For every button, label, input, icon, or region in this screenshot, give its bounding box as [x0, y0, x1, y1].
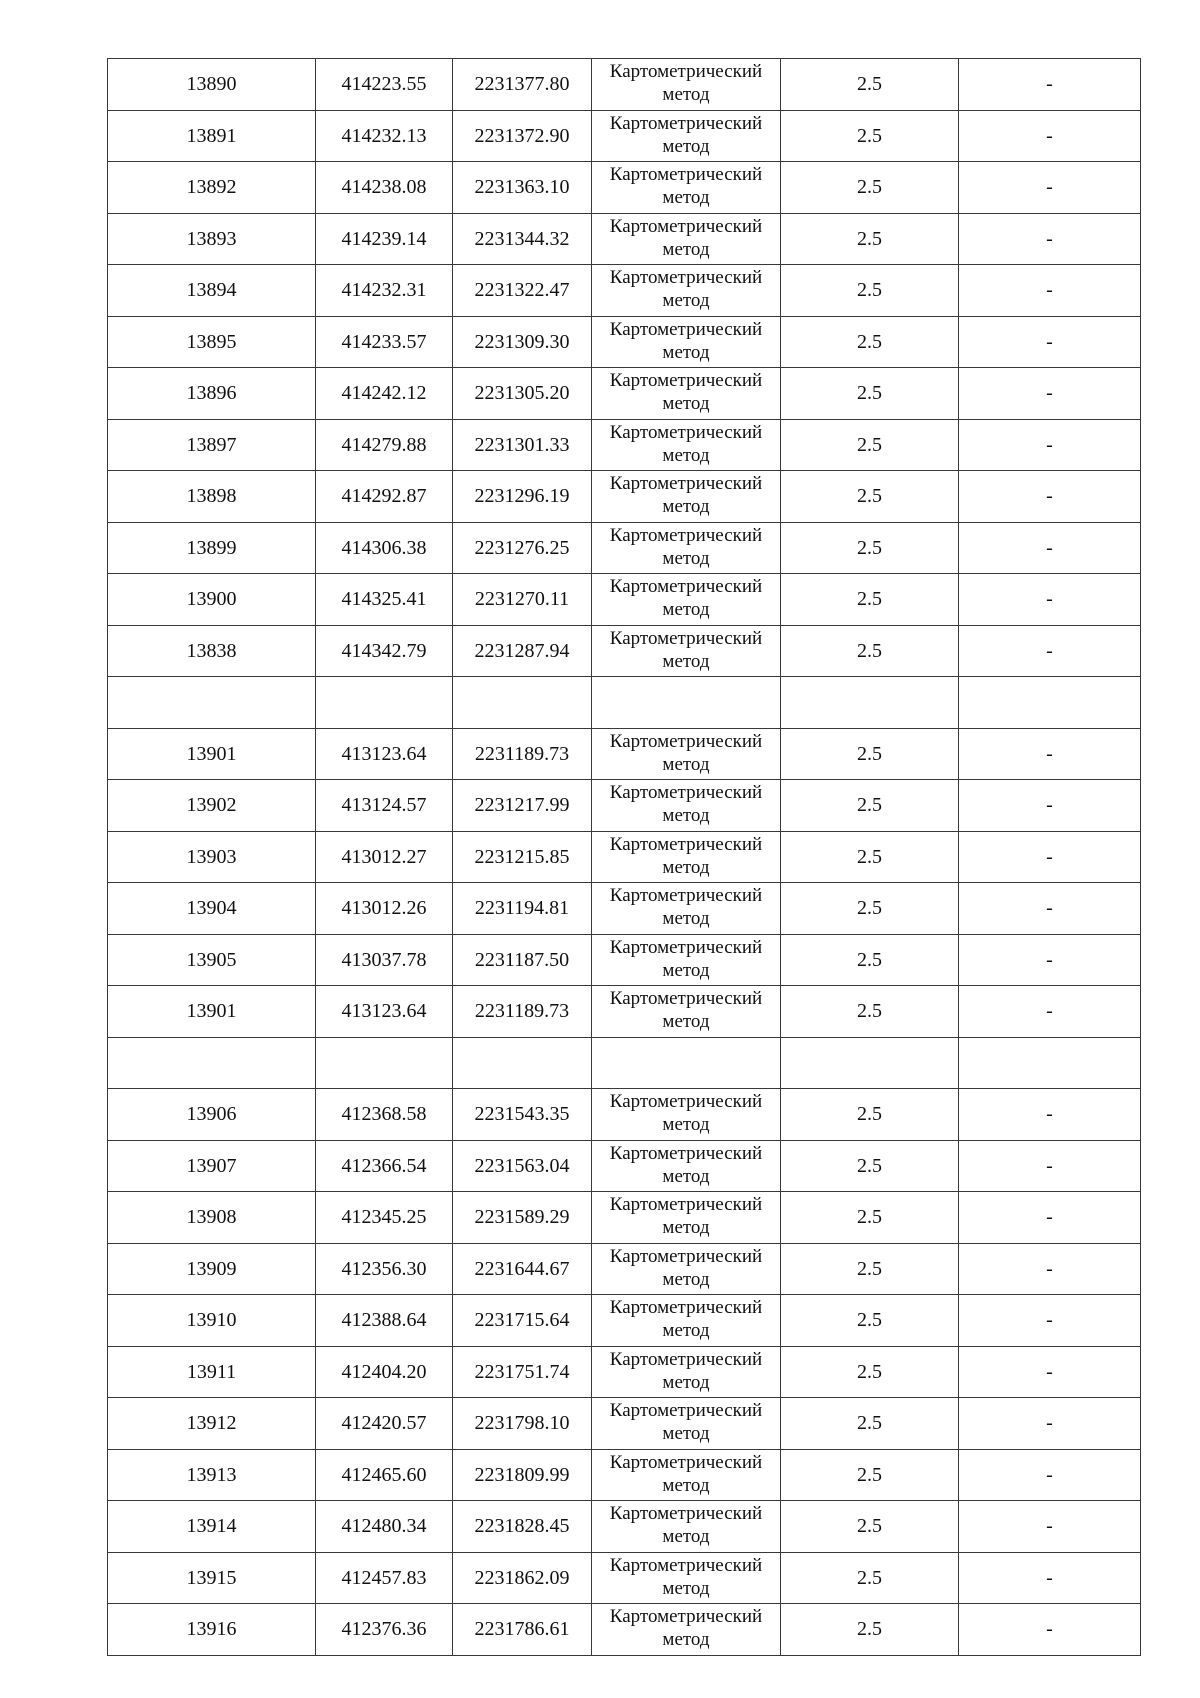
x-coordinate-cell: 414242.12: [316, 368, 453, 420]
x-coordinate-cell: 414232.13: [316, 110, 453, 162]
method-line-1: Картометрический: [609, 730, 763, 752]
separator-row: [108, 677, 1141, 729]
method-cell: [592, 831, 781, 883]
method-line-2: метод: [662, 84, 710, 105]
method-cell: [592, 1037, 781, 1089]
method-line-2: метод: [662, 908, 710, 929]
table-row: [108, 110, 1141, 162]
x-coordinate-cell: 412420.57: [316, 1398, 453, 1450]
y-coordinate-cell: 2231344.32: [453, 213, 592, 265]
method-line-1: Картометрический: [609, 1503, 763, 1524]
method-line-2: метод: [662, 959, 710, 981]
method-cell: [592, 522, 781, 574]
method-line-2: метод: [662, 1629, 710, 1650]
table-row: [108, 574, 1141, 626]
method-line-1: Картометрический: [609, 988, 763, 1009]
note-cell: -: [959, 265, 1141, 317]
method-line-2: метод: [662, 1011, 710, 1032]
table-body: [108, 59, 1141, 1656]
point-number-cell: [108, 1037, 316, 1089]
method-line-2: метод: [662, 393, 710, 414]
accuracy-cell: 2.5: [781, 368, 959, 420]
x-coordinate-cell: 413123.64: [316, 986, 453, 1038]
y-coordinate-cell: 2231363.10: [453, 162, 592, 214]
accuracy-cell: 2.5: [781, 1140, 959, 1192]
note-cell: -: [959, 1501, 1141, 1553]
method-line-2: метод: [662, 290, 710, 311]
method-line-1: Картометрический: [609, 1554, 763, 1576]
method-cell: [592, 1501, 781, 1553]
note-cell: [959, 1037, 1141, 1089]
y-coordinate-cell: 2231809.99: [453, 1449, 592, 1501]
method-line-2: метод: [662, 1526, 710, 1547]
method-line-1: Картометрический: [609, 1142, 763, 1164]
method-line-1: Картометрический: [609, 936, 763, 958]
x-coordinate-cell: [316, 677, 453, 729]
point-number-cell: 13905: [108, 934, 316, 986]
note-cell: -: [959, 419, 1141, 471]
table-row: [108, 1295, 1141, 1347]
accuracy-cell: 2.5: [781, 831, 959, 883]
point-number-cell: 13900: [108, 574, 316, 626]
y-coordinate-cell: 2231563.04: [453, 1140, 592, 1192]
y-coordinate-cell: 2231828.45: [453, 1501, 592, 1553]
note-cell: -: [959, 1398, 1141, 1450]
point-number-cell: 13890: [108, 59, 316, 111]
coordinates-table: [107, 58, 1141, 1656]
method-line-2: метод: [662, 1217, 710, 1238]
y-coordinate-cell: 2231322.47: [453, 265, 592, 317]
method-line-1: Картометрический: [609, 576, 763, 597]
point-number-cell: 13906: [108, 1089, 316, 1141]
accuracy-cell: 2.5: [781, 728, 959, 780]
table-row: [108, 1089, 1141, 1141]
table-row: [108, 213, 1141, 265]
table-row: [108, 316, 1141, 368]
method-cell: [592, 110, 781, 162]
point-number-cell: 13896: [108, 368, 316, 420]
table-row: [108, 986, 1141, 1038]
x-coordinate-cell: 414233.57: [316, 316, 453, 368]
x-coordinate-cell: 414238.08: [316, 162, 453, 214]
method-cell: [592, 368, 781, 420]
method-line-1: Картометрический: [609, 61, 763, 82]
accuracy-cell: 2.5: [781, 162, 959, 214]
point-number-cell: 13911: [108, 1346, 316, 1398]
accuracy-cell: 2.5: [781, 471, 959, 523]
method-line-2: метод: [662, 805, 710, 826]
point-number-cell: 13910: [108, 1295, 316, 1347]
note-cell: -: [959, 1552, 1141, 1604]
table-row: [108, 265, 1141, 317]
x-coordinate-cell: 412404.20: [316, 1346, 453, 1398]
method-line-2: метод: [662, 1268, 710, 1290]
point-number-cell: 13915: [108, 1552, 316, 1604]
method-line-2: метод: [662, 650, 710, 672]
x-coordinate-cell: 412368.58: [316, 1089, 453, 1141]
accuracy-cell: 2.5: [781, 625, 959, 677]
method-line-1: Картометрический: [609, 215, 763, 237]
x-coordinate-cell: 413012.26: [316, 883, 453, 935]
table-row: [108, 162, 1141, 214]
method-line-2: метод: [662, 496, 710, 517]
table-row: [108, 471, 1141, 523]
table-row: [108, 780, 1141, 832]
method-line-2: метод: [662, 753, 710, 775]
method-line-1: Картометрический: [609, 164, 763, 185]
table-row: [108, 522, 1141, 574]
point-number-cell: 13898: [108, 471, 316, 523]
accuracy-cell: 2.5: [781, 1346, 959, 1398]
method-line-1: Картометрический: [609, 421, 763, 443]
y-coordinate-cell: 2231270.11: [453, 574, 592, 626]
note-cell: -: [959, 728, 1141, 780]
x-coordinate-cell: 412480.34: [316, 1501, 453, 1553]
method-line-1: Картометрический: [609, 833, 763, 855]
y-coordinate-cell: 2231189.73: [453, 986, 592, 1038]
table-row: [108, 831, 1141, 883]
method-line-2: метод: [662, 1320, 710, 1341]
point-number-cell: 13904: [108, 883, 316, 935]
accuracy-cell: 2.5: [781, 213, 959, 265]
note-cell: -: [959, 625, 1141, 677]
note-cell: -: [959, 1089, 1141, 1141]
y-coordinate-cell: 2231377.80: [453, 59, 592, 111]
point-number-cell: 13897: [108, 419, 316, 471]
note-cell: -: [959, 780, 1141, 832]
separator-row: [108, 1037, 1141, 1089]
table-row: [108, 1552, 1141, 1604]
method-line-1: Картометрический: [609, 1245, 763, 1267]
method-cell: [592, 1346, 781, 1398]
table-row: [108, 1604, 1141, 1656]
x-coordinate-cell: 414306.38: [316, 522, 453, 574]
method-cell: [592, 986, 781, 1038]
accuracy-cell: 2.5: [781, 1398, 959, 1450]
table-row: [108, 1398, 1141, 1450]
y-coordinate-cell: 2231589.29: [453, 1192, 592, 1244]
x-coordinate-cell: 414342.79: [316, 625, 453, 677]
y-coordinate-cell: 2231543.35: [453, 1089, 592, 1141]
accuracy-cell: 2.5: [781, 1604, 959, 1656]
y-coordinate-cell: 2231296.19: [453, 471, 592, 523]
method-line-1: Картометрический: [609, 370, 763, 391]
accuracy-cell: 2.5: [781, 522, 959, 574]
method-line-2: метод: [662, 599, 710, 620]
y-coordinate-cell: 2231194.81: [453, 883, 592, 935]
note-cell: -: [959, 522, 1141, 574]
table-row: [108, 419, 1141, 471]
method-cell: [592, 934, 781, 986]
point-number-cell: 13916: [108, 1604, 316, 1656]
point-number-cell: 13909: [108, 1243, 316, 1295]
y-coordinate-cell: 2231301.33: [453, 419, 592, 471]
method-cell: [592, 780, 781, 832]
method-cell: [592, 316, 781, 368]
point-number-cell: 13892: [108, 162, 316, 214]
method-cell: [592, 883, 781, 935]
method-cell: [592, 1192, 781, 1244]
method-cell: [592, 471, 781, 523]
table-row: [108, 368, 1141, 420]
point-number-cell: [108, 677, 316, 729]
table-row: [108, 1140, 1141, 1192]
point-number-cell: 13914: [108, 1501, 316, 1553]
method-cell: [592, 1398, 781, 1450]
note-cell: -: [959, 1140, 1141, 1192]
point-number-cell: 13903: [108, 831, 316, 883]
method-line-2: метод: [662, 856, 710, 878]
method-line-2: метод: [662, 1165, 710, 1187]
y-coordinate-cell: 2231305.20: [453, 368, 592, 420]
note-cell: -: [959, 1295, 1141, 1347]
method-cell: [592, 574, 781, 626]
y-coordinate-cell: 2231715.64: [453, 1295, 592, 1347]
method-line-2: метод: [662, 187, 710, 208]
method-cell: [592, 728, 781, 780]
point-number-cell: 13893: [108, 213, 316, 265]
point-number-cell: 13902: [108, 780, 316, 832]
method-line-2: метод: [662, 1577, 710, 1599]
accuracy-cell: 2.5: [781, 1089, 959, 1141]
method-cell: [592, 1604, 781, 1656]
note-cell: -: [959, 831, 1141, 883]
table-row: [108, 1192, 1141, 1244]
method-line-1: Картометрический: [609, 1348, 763, 1370]
method-cell: [592, 1449, 781, 1501]
y-coordinate-cell: 2231862.09: [453, 1552, 592, 1604]
point-number-cell: 13912: [108, 1398, 316, 1450]
method-line-2: метод: [662, 341, 710, 363]
note-cell: -: [959, 1346, 1141, 1398]
method-line-1: Картометрический: [609, 1091, 763, 1112]
method-line-1: Картометрический: [609, 267, 763, 288]
accuracy-cell: 2.5: [781, 316, 959, 368]
accuracy-cell: 2.5: [781, 1295, 959, 1347]
x-coordinate-cell: [316, 1037, 453, 1089]
accuracy-cell: 2.5: [781, 419, 959, 471]
method-cell: [592, 1552, 781, 1604]
note-cell: -: [959, 1449, 1141, 1501]
x-coordinate-cell: 413123.64: [316, 728, 453, 780]
x-coordinate-cell: 412345.25: [316, 1192, 453, 1244]
accuracy-cell: 2.5: [781, 265, 959, 317]
accuracy-cell: 2.5: [781, 986, 959, 1038]
y-coordinate-cell: 2231751.74: [453, 1346, 592, 1398]
method-cell: [592, 162, 781, 214]
y-coordinate-cell: 2231189.73: [453, 728, 592, 780]
method-line-2: метод: [662, 1423, 710, 1444]
method-line-2: метод: [662, 1371, 710, 1393]
point-number-cell: 13913: [108, 1449, 316, 1501]
y-coordinate-cell: 2231217.99: [453, 780, 592, 832]
x-coordinate-cell: 412366.54: [316, 1140, 453, 1192]
note-cell: -: [959, 110, 1141, 162]
point-number-cell: 13901: [108, 986, 316, 1038]
note-cell: -: [959, 471, 1141, 523]
method-line-1: Картометрический: [609, 1451, 763, 1473]
accuracy-cell: 2.5: [781, 780, 959, 832]
note-cell: -: [959, 574, 1141, 626]
note-cell: -: [959, 934, 1141, 986]
method-cell: [592, 1089, 781, 1141]
method-line-1: Картометрический: [609, 1606, 763, 1627]
y-coordinate-cell: 2231309.30: [453, 316, 592, 368]
accuracy-cell: 2.5: [781, 1243, 959, 1295]
table-row: [108, 1501, 1141, 1553]
note-cell: [959, 677, 1141, 729]
method-line-1: Картометрический: [609, 782, 763, 803]
method-cell: [592, 1140, 781, 1192]
note-cell: -: [959, 316, 1141, 368]
table-row: [108, 1243, 1141, 1295]
note-cell: -: [959, 883, 1141, 935]
method-line-2: метод: [662, 547, 710, 569]
point-number-cell: 13891: [108, 110, 316, 162]
point-number-cell: 13907: [108, 1140, 316, 1192]
method-cell: [592, 625, 781, 677]
note-cell: -: [959, 986, 1141, 1038]
note-cell: -: [959, 1192, 1141, 1244]
x-coordinate-cell: 414239.14: [316, 213, 453, 265]
method-cell: [592, 419, 781, 471]
method-cell: [592, 677, 781, 729]
note-cell: -: [959, 59, 1141, 111]
x-coordinate-cell: 414292.87: [316, 471, 453, 523]
method-line-1: Картометрический: [609, 473, 763, 494]
method-line-1: Картометрический: [609, 112, 763, 134]
method-line-2: метод: [662, 1114, 710, 1135]
note-cell: -: [959, 213, 1141, 265]
method-cell: [592, 1243, 781, 1295]
x-coordinate-cell: 414223.55: [316, 59, 453, 111]
method-cell: [592, 213, 781, 265]
note-cell: -: [959, 1604, 1141, 1656]
x-coordinate-cell: 414279.88: [316, 419, 453, 471]
y-coordinate-cell: 2231786.61: [453, 1604, 592, 1656]
method-line-1: Картометрический: [609, 524, 763, 546]
accuracy-cell: 2.5: [781, 59, 959, 111]
table-row: [108, 59, 1141, 111]
x-coordinate-cell: 412388.64: [316, 1295, 453, 1347]
y-coordinate-cell: [453, 677, 592, 729]
y-coordinate-cell: 2231798.10: [453, 1398, 592, 1450]
x-coordinate-cell: 413037.78: [316, 934, 453, 986]
x-coordinate-cell: 413012.27: [316, 831, 453, 883]
y-coordinate-cell: 2231287.94: [453, 625, 592, 677]
table-row: [108, 1346, 1141, 1398]
accuracy-cell: 2.5: [781, 1449, 959, 1501]
method-cell: [592, 265, 781, 317]
table-row: [108, 728, 1141, 780]
method-cell: [592, 59, 781, 111]
point-number-cell: 13838: [108, 625, 316, 677]
method-line-2: метод: [662, 1474, 710, 1496]
accuracy-cell: [781, 1037, 959, 1089]
accuracy-cell: 2.5: [781, 934, 959, 986]
point-number-cell: 13908: [108, 1192, 316, 1244]
y-coordinate-cell: 2231372.90: [453, 110, 592, 162]
method-cell: [592, 1295, 781, 1347]
y-coordinate-cell: 2231187.50: [453, 934, 592, 986]
point-number-cell: 13899: [108, 522, 316, 574]
table-row: [108, 1449, 1141, 1501]
method-line-1: Картометрический: [609, 1194, 763, 1215]
accuracy-cell: 2.5: [781, 1552, 959, 1604]
y-coordinate-cell: [453, 1037, 592, 1089]
accuracy-cell: 2.5: [781, 883, 959, 935]
note-cell: -: [959, 1243, 1141, 1295]
y-coordinate-cell: 2231644.67: [453, 1243, 592, 1295]
method-line-2: метод: [662, 135, 710, 157]
x-coordinate-cell: 412457.83: [316, 1552, 453, 1604]
point-number-cell: 13901: [108, 728, 316, 780]
method-line-2: метод: [662, 444, 710, 466]
accuracy-cell: [781, 677, 959, 729]
x-coordinate-cell: 412356.30: [316, 1243, 453, 1295]
table-row: [108, 934, 1141, 986]
point-number-cell: 13894: [108, 265, 316, 317]
method-line-2: метод: [662, 238, 710, 260]
method-line-1: Картометрический: [609, 885, 763, 906]
x-coordinate-cell: 414232.31: [316, 265, 453, 317]
method-line-1: Картометрический: [609, 1297, 763, 1318]
y-coordinate-cell: 2231276.25: [453, 522, 592, 574]
note-cell: -: [959, 162, 1141, 214]
accuracy-cell: 2.5: [781, 574, 959, 626]
point-number-cell: 13895: [108, 316, 316, 368]
accuracy-cell: 2.5: [781, 1501, 959, 1553]
y-coordinate-cell: 2231215.85: [453, 831, 592, 883]
method-line-1: Картометрический: [609, 627, 763, 649]
note-cell: -: [959, 368, 1141, 420]
x-coordinate-cell: 412376.36: [316, 1604, 453, 1656]
method-line-1: Картометрический: [609, 318, 763, 340]
x-coordinate-cell: 413124.57: [316, 780, 453, 832]
method-line-1: Картометрический: [609, 1400, 763, 1421]
table-row: [108, 883, 1141, 935]
accuracy-cell: 2.5: [781, 1192, 959, 1244]
accuracy-cell: 2.5: [781, 110, 959, 162]
x-coordinate-cell: 412465.60: [316, 1449, 453, 1501]
x-coordinate-cell: 414325.41: [316, 574, 453, 626]
table-row: [108, 625, 1141, 677]
